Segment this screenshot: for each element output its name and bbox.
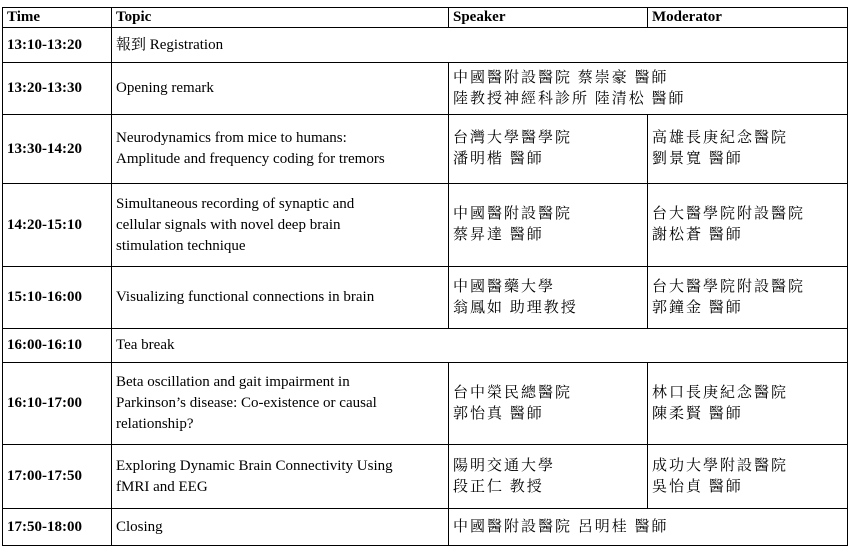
moderator-cell: [648, 363, 848, 445]
time-header: Time: [3, 8, 112, 28]
agenda-body: [3, 28, 848, 546]
speaker-cell: [449, 63, 848, 115]
topic-cell-line: Simultaneous recording of synaptic and: [116, 195, 355, 212]
time-cell: 13:20-13:30: [3, 63, 112, 115]
speaker-cell-line: 中國醫藥大學: [453, 278, 556, 295]
speaker-cell: [449, 184, 648, 267]
topic-cell-line: fMRI and EEG: [116, 478, 208, 495]
moderator-cell-line: 郭鐘金 醫師: [652, 299, 743, 316]
moderator-cell: [648, 115, 848, 184]
topic-cell-line: 報到 Registration: [116, 36, 224, 53]
time-cell: 13:10-13:20: [3, 28, 112, 63]
moderator-cell-line: 謝松蒼 醫師: [652, 227, 743, 243]
topic-cell-line: stimulation technique: [116, 237, 246, 254]
speaker-cell-line: 中國醫附設醫院 蔡崇豪 醫師: [453, 69, 669, 86]
time-cell: 14:20-15:10: [3, 184, 112, 267]
speaker-cell: [449, 445, 648, 509]
table-row: [3, 28, 848, 63]
topic-cell: [112, 28, 848, 63]
header-row: [3, 8, 848, 28]
moderator-cell-line: 高雄長庚紀念醫院: [652, 130, 789, 146]
topic-cell-line: Amplitude and frequency coding for tremors: [116, 151, 385, 167]
speaker-cell-line: 郭怡真 醫師: [453, 405, 544, 422]
topic-cell: [112, 509, 449, 546]
speaker-cell-line: 台中榮民總醫院: [453, 384, 573, 401]
moderator-cell-line: 林口長庚紀念醫院: [652, 384, 789, 401]
topic-cell-line: Neurodynamics from mice to humans:: [116, 130, 347, 146]
topic-cell-line: Tea break: [116, 337, 175, 353]
table-row: [3, 363, 848, 445]
table-row: [3, 63, 848, 115]
moderator-cell: [648, 445, 848, 509]
topic-cell: [112, 445, 449, 509]
agenda-table: [2, 7, 848, 546]
table-row: [3, 184, 848, 267]
time-cell: 17:50-18:00: [3, 509, 112, 546]
speaker-header: Speaker: [449, 8, 648, 28]
topic-cell-line: cellular signals with novel deep brain: [116, 216, 341, 233]
speaker-cell-line: 陸教授神經科診所 陸清松 醫師: [453, 90, 686, 107]
table-row: [3, 445, 848, 509]
time-cell: 16:10-17:00: [3, 363, 112, 445]
topic-cell-line: Beta oscillation and gait impairment in: [116, 374, 350, 390]
moderator-cell-line: 台大醫學院附設醫院: [652, 278, 806, 295]
topic-cell: [112, 363, 449, 445]
speaker-cell: [449, 363, 648, 445]
topic-cell: [112, 115, 449, 184]
speaker-cell-line: 陽明交通大學: [453, 457, 556, 474]
moderator-cell-line: 陳柔賢 醫師: [652, 405, 743, 422]
topic-header: Topic: [112, 8, 449, 28]
topic-cell: [112, 184, 449, 267]
time-cell: 13:30-14:20: [3, 115, 112, 184]
speaker-cell-line: 潘明楷 醫師: [453, 151, 544, 167]
topic-cell-line: relationship?: [116, 416, 194, 432]
speaker-cell-line: 中國醫附設醫院 呂明桂 醫師: [453, 518, 669, 535]
time-cell: 16:00-16:10: [3, 329, 112, 363]
time-cell: 17:00-17:50: [3, 445, 112, 509]
topic-cell-line: Closing: [116, 518, 163, 535]
table-row: [3, 267, 848, 329]
moderator-header: Moderator: [648, 8, 848, 28]
speaker-cell-line: 台灣大學醫學院: [453, 130, 573, 146]
moderator-cell-line: 劉景寬 醫師: [652, 151, 743, 167]
topic-cell-line: Visualizing functional connections in brain: [116, 289, 375, 305]
moderator-cell-line: 台大醫學院附設醫院: [652, 206, 806, 222]
moderator-cell: [648, 267, 848, 329]
topic-cell: [112, 329, 848, 363]
speaker-cell: [449, 509, 848, 546]
topic-cell: [112, 63, 449, 115]
speaker-cell-line: 中國醫附設醫院: [453, 206, 573, 222]
table-row: [3, 115, 848, 184]
topic-cell-line: Exploring Dynamic Brain Connectivity Using: [116, 457, 393, 474]
moderator-cell-line: 吳怡貞 醫師: [652, 478, 743, 495]
moderator-cell: [648, 184, 848, 267]
speaker-cell: [449, 267, 648, 329]
topic-cell: [112, 267, 449, 329]
moderator-cell-line: 成功大學附設醫院: [652, 457, 789, 474]
table-row: [3, 329, 848, 363]
speaker-cell-line: 段正仁 教授: [453, 478, 544, 495]
table-row: [3, 509, 848, 546]
speaker-cell: [449, 115, 648, 184]
topic-cell-line: Opening remark: [116, 80, 214, 96]
speaker-cell-line: 翁鳳如 助理教授: [453, 299, 578, 316]
topic-cell-line: Parkinson’s disease: Co-existence or causal: [116, 395, 377, 411]
time-cell: 15:10-16:00: [3, 267, 112, 329]
speaker-cell-line: 蔡昇達 醫師: [453, 227, 544, 243]
